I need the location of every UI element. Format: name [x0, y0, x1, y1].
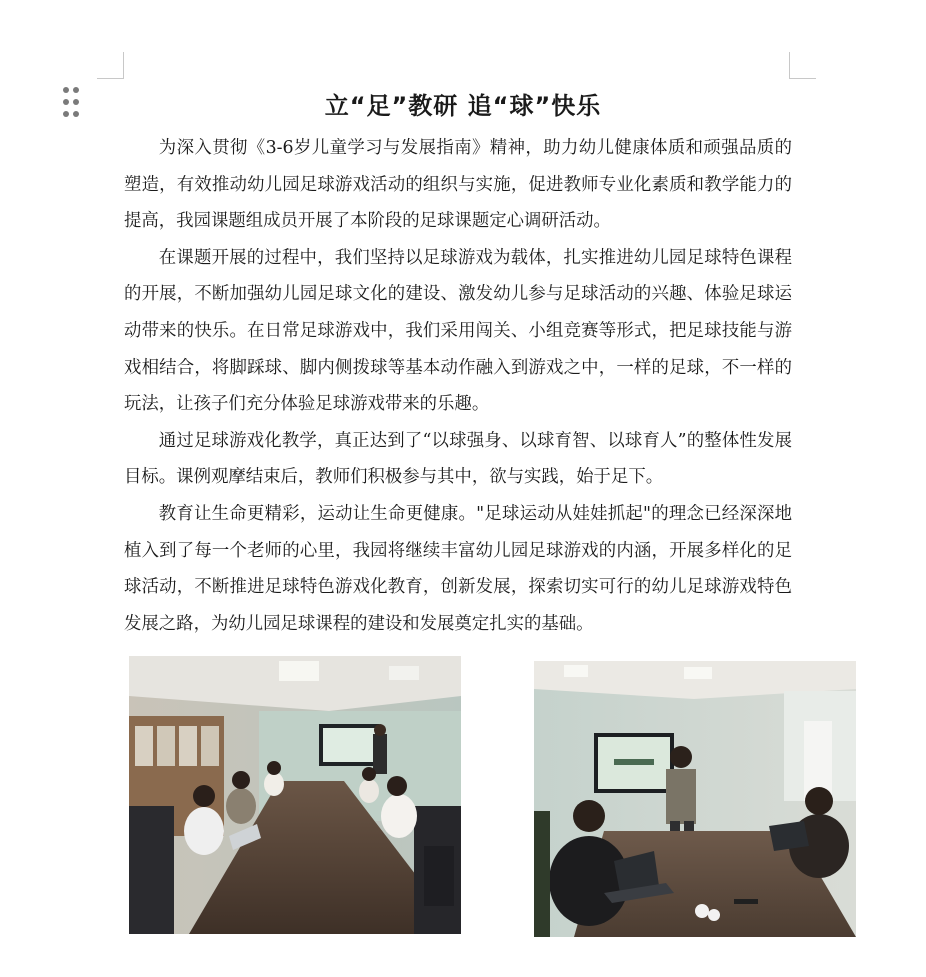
photo-meeting-room-table	[129, 656, 461, 934]
paragraph: 在课题开展的过程中，我们坚持以足球游戏为载体，扎实推进幼儿园足球特色课程的开展，不断加强幼儿园足球文化的建设、激发幼儿参与足球活动的兴趣、体验足球运动带来的快乐。在日常足球游戏中，我们采用闯关、小组竞赛等形式，把足球技能与游戏相结合，将脚踩球、脚内侧拨球等基本动作融入到游戏之中，一样的足球，不一样的玩法，让孩子们充分体验足球游戏带来的乐趣。	[124, 247, 792, 415]
margin-mark-top-right	[789, 52, 816, 79]
document-title: 立“足”教研 追“球”快乐	[324, 92, 602, 120]
margin-mark-top-left	[97, 52, 124, 79]
photo-meeting-presenter	[534, 661, 856, 937]
paragraph: 为深入贯彻《3-6岁儿童学习与发展指南》精神，助力幼儿健康体质和顽强品质的塑造，有效推动幼儿园足球游戏活动的组织与实施，促进教师专业化素质和教学能力的提高，我园课题组成员开展了本阶段的足球课题定心调研活动。	[124, 138, 792, 232]
document-body	[124, 130, 792, 642]
paragraph: 教育让生命更精彩，运动让生命更健康。"足球运动从娃娃抓起"的理念已经深深地植入到了每一个老师的心里，我园将继续丰富幼儿园足球游戏的内涵，开展多样化的足球活动，不断推进足球特色游戏化教育，创新发展，探索切实可行的幼儿足球游戏特色发展之路，为幼儿园足球课程的建设和发展奠定扎实的基础。	[124, 503, 792, 634]
paragraph: 通过足球游戏化教学，真正达到了“以球强身、以球育智、以球育人”的整体性发展目标。课例观摩结束后，教师们积极参与其中，欲与实践，始于足下。	[124, 430, 792, 488]
